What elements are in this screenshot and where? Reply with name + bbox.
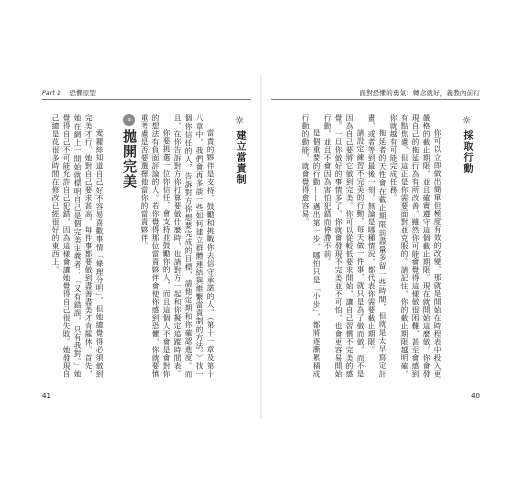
left-page [26,74,261,418]
paragraph: 你可以立即做出簡單但極度有效的改變，那就是開始在時程表中投入更嚴格的截止期限，並且確實遵守這個截止期限。現在就開始這麼做，你會發現自己的拖延行為有所改善。雖然你可能會覺得這樣做很困難，甚至會感到有點焦慮，但這正是你需要面對並克服的。請記住，你的截止期限越明確，你就越有可能完成任務。 [389,114,442,378]
header-rule-right [271,99,480,100]
section-title: 建立當責制 [234,130,245,186]
header-title-left: 恐懼原型 [69,89,97,97]
body-text-left [42,114,249,378]
paragraph: 請設定練習不完美的行動，每天做一件事，就只是為了做而做，而不是因為自己要將它做到完美。你可以從較低要求開始，讓自己習慣不完美的感覺。一旦你做好的事情多了，你就會發現不完美並不可怕，也會更容易開始行動，並且不會因為害怕犯錯而停滯不前。 [323,114,365,378]
book-spread [26,74,496,418]
page-number-left: 41 [42,392,51,400]
paragraph: 是個重要的行動——邁出第一步，哪怕只是「小步」，都將逐漸累積成行動的動能，就會覺得愈容易。 [301,114,321,378]
part-label: Part 1 [42,90,62,97]
chevron-icon: » [123,114,135,126]
paragraph: 愛麗絲知道自己好不容易喜歡事情「條理分明」，但她總覺得必須做到完美才行。她對自己要求甚高，每件事都要做到盡善盡美才肯罷休。首先，她在網上一開始就標明自己是個完美主義者：「又有錯誤，只有我對。」她覺得自己不可能允許自己犯錯，因為這樣會讓她覺得自己很失敗。她發現自己總是花很多時間在修改已經很好的東西上。 [51,114,104,378]
running-header-right: 面對恐懼的勇氣：轉念就好，義教內前行 [359,89,480,97]
section-title: 採取行動 [461,130,472,175]
page-number-right: 40 [471,392,480,400]
section-title: 拋開完美 [121,129,137,189]
sun-icon: ☼ [233,114,246,128]
section-heading-accountability [224,114,245,378]
paragraph: 當責的夥伴是支持、鼓勵和挑戰你去信守承諾的人。（第十一章及第十八章中，我們會再多談一些如何建立群體連結與維繫當責制的方法。）找一個你信任的人，告訴對方你想要完成的目標，請他定期和你確認進度。而且，在你告訴對方你打算要做什麼時，也請對方一起和你擬定追蹤時間表。 [173,114,215,378]
section-heading-take-action [451,114,472,378]
paragraph: 拖延者的天性會在截止期限前盡量多留一些時間，但就是太早寫定計畫，或者等到最後一刻，無論是哪種情況，都代表你需要截止期限。 [367,114,387,378]
paragraph: 你要挑選一位你信任、會支持並鼓勵你的人，而且這個人不會是會對你的想法有負面評論的人。若你覺得那位當責夥伴會使你感到恐懼，你就要慎重考慮是否要選擇他當你的當責夥伴。 [140,114,171,378]
section-heading-let-go-perfection [113,114,135,378]
sun-icon: ☼ [460,114,473,128]
header-rule-left [42,99,251,100]
body-text-right [273,114,476,378]
right-page [261,74,496,418]
running-header-left [42,88,96,97]
